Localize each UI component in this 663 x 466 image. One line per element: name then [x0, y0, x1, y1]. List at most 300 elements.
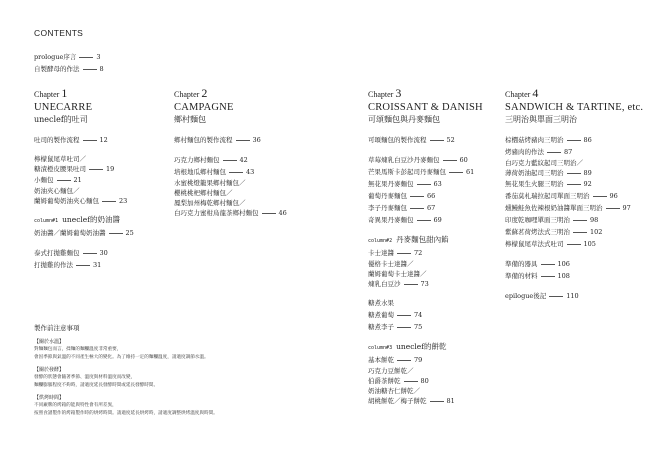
- leader-dash: [397, 360, 411, 361]
- leader-dash: [83, 253, 97, 254]
- chapter-subtitle: uneclef的吐司: [34, 115, 88, 124]
- entry-page: 52: [446, 136, 455, 144]
- spacer: [368, 226, 518, 234]
- entry-title: 白巧克力藍紋起司三明治／: [505, 159, 583, 167]
- entry-page: 105: [583, 240, 596, 248]
- leader-dash: [410, 208, 424, 209]
- entry-line: [34, 51, 104, 63]
- entry-line: [368, 354, 518, 366]
- note-text: 麵糰膨脹程度不夠時，請適度延長發酵時間或延長發酵時間。: [34, 383, 159, 388]
- toc-entry: [368, 366, 518, 386]
- spacer: [368, 406, 518, 414]
- entry-line: [368, 154, 518, 166]
- entry-title: epilogue後記: [505, 292, 547, 300]
- entry-page: 80: [420, 377, 429, 385]
- column-name: uneclef的奶油醬: [62, 215, 121, 224]
- toc-group: [505, 134, 655, 250]
- entry-line: [368, 366, 518, 376]
- entry-title: 草莓煉乳白豆沙丹麥麵包: [368, 156, 440, 164]
- chapter-label: Chapter: [505, 90, 533, 99]
- leader-dash: [76, 265, 90, 266]
- leader-dash: [547, 152, 561, 153]
- chapter-label-line: [368, 86, 518, 101]
- chapter-title: UNECARRE: [34, 102, 93, 113]
- entry-page: 74: [414, 311, 423, 319]
- leader-dash: [83, 140, 97, 141]
- chapter-heading: [368, 86, 518, 126]
- chapter-title: CROISSANT & DANISH: [368, 102, 483, 113]
- spacer: [368, 333, 518, 341]
- entry-page: 67: [427, 204, 436, 212]
- toc-entry: [505, 134, 655, 146]
- contents-title: CONTENTS: [34, 28, 84, 38]
- toc-group: [505, 290, 655, 302]
- leader-dash: [79, 57, 93, 58]
- entry-line: [34, 196, 184, 206]
- spacer: [368, 146, 518, 154]
- toc-entry: [505, 202, 655, 214]
- toc-group: [34, 247, 184, 271]
- spacer: [34, 146, 184, 154]
- entry-page: 75: [414, 323, 423, 331]
- entry-page: 108: [557, 272, 570, 280]
- entry-title: 糖煮水果: [368, 299, 394, 307]
- entry-line: [505, 290, 655, 302]
- entry-title: 白巧克力蜜柑烏龍茶鄉村麵包: [174, 209, 259, 217]
- spacer: [505, 126, 655, 134]
- toc-entry: [368, 309, 518, 321]
- note-text: 按照食譜製作的烤箱製作時的烘烤時間。請適度延長烘烤時，請適度調整烘烤溫度與時間。: [34, 411, 218, 416]
- entry-title: 檸檬鼠尾草吐司／: [34, 155, 86, 163]
- entry-line: [174, 188, 324, 198]
- entry-title: 泰式打拋雞麵包: [34, 249, 80, 257]
- toc-entry: [505, 214, 655, 226]
- chapter-title: CAMPAGNE: [174, 102, 234, 113]
- entry-line: [505, 270, 655, 282]
- entry-line: [174, 208, 324, 218]
- entry-line: [368, 166, 518, 178]
- toc-entry: [368, 190, 518, 202]
- entry-page: 12: [99, 136, 108, 144]
- toc-entry: [368, 297, 518, 309]
- leader-dash: [89, 169, 103, 170]
- entry-title: 胡桃餅乾／梅子餅乾: [368, 397, 427, 405]
- leader-dash: [417, 220, 431, 221]
- column-heading: [34, 214, 184, 227]
- entry-page: 73: [420, 280, 429, 288]
- toc-entry: [34, 51, 104, 63]
- toc-group: [174, 134, 324, 146]
- entry-line: [368, 396, 518, 406]
- chapter-label: Chapter: [174, 90, 202, 99]
- toc-entry: [174, 154, 324, 166]
- entry-title: 檸檬鼠尾草法式吐司: [505, 240, 564, 248]
- toc-group: [34, 154, 184, 206]
- toc-entry: [368, 214, 518, 226]
- entry-line: [505, 146, 655, 158]
- chapter-subtitle: 可頌麵包與丹麥麵包: [368, 115, 440, 124]
- toc-group: [368, 297, 518, 333]
- toc-entry: [34, 247, 184, 259]
- entry-title: 糖煮葡萄: [368, 311, 394, 319]
- leader-dash: [229, 172, 243, 173]
- leader-dash: [404, 381, 418, 382]
- entry-line: [368, 247, 518, 259]
- entry-page: 110: [566, 292, 579, 300]
- toc-entry: [174, 178, 324, 218]
- entry-line: [34, 259, 184, 271]
- entry-line: [34, 134, 184, 146]
- intro-list: [34, 51, 104, 75]
- entry-line: [34, 227, 184, 239]
- note-tag: 【關於發酵】: [34, 367, 65, 373]
- entry-title: 打拋雞的作法: [34, 261, 73, 269]
- entry-line: [505, 178, 655, 190]
- chapter-heading: [505, 86, 655, 126]
- chapter-number: 3: [395, 86, 402, 100]
- toc-entry: [505, 290, 655, 302]
- leader-dash: [223, 160, 237, 161]
- toc-entry: [505, 226, 655, 238]
- entry-page: 8: [99, 65, 104, 73]
- leader-dash: [573, 232, 587, 233]
- entry-title: 糖漬橙皮腰果吐司: [34, 165, 86, 173]
- toc-entry: [34, 186, 184, 206]
- entry-line: [505, 158, 655, 168]
- entry-title: 櫻桃桃杷鄉村麵包／: [174, 189, 233, 197]
- entry-page: 87: [564, 148, 573, 156]
- entry-title: 水蜜桃燈籠果鄉村麵包／: [174, 179, 246, 187]
- toc-entry: [368, 354, 518, 366]
- entry-title: 奶油夾心麵包／: [34, 187, 80, 195]
- entry-page: 30: [99, 249, 108, 257]
- entry-title: 奶油醬／蘭姆葡萄奶油醬: [34, 229, 106, 237]
- entry-line: [174, 178, 324, 188]
- chapter-2: [174, 86, 324, 226]
- leader-dash: [567, 140, 581, 141]
- toc-group: [34, 214, 184, 239]
- entry-line: [174, 166, 324, 178]
- toc-entry: [368, 321, 518, 333]
- entry-title: 棕櫚菇烤豬肉三明治: [505, 136, 564, 144]
- spacer: [368, 126, 518, 134]
- toc-entry: [505, 238, 655, 250]
- toc-entry: [34, 63, 104, 75]
- note-block: [34, 366, 218, 390]
- entry-title: prologue序言: [34, 53, 77, 61]
- chapter-label: Chapter: [368, 90, 396, 99]
- entry-line: [174, 134, 324, 146]
- spacer: [174, 218, 324, 226]
- spacer: [505, 282, 655, 290]
- entry-page: 96: [609, 192, 618, 200]
- chapter-1: [34, 86, 184, 279]
- entry-line: [174, 198, 324, 208]
- spacer: [34, 206, 184, 214]
- chapter-label-line: [505, 86, 655, 101]
- entry-page: 31: [93, 261, 102, 269]
- entry-page: 21: [73, 176, 82, 184]
- entry-line: [34, 154, 184, 164]
- entry-line: [34, 63, 104, 75]
- entry-page: 61: [466, 168, 475, 176]
- leader-dash: [443, 160, 457, 161]
- entry-title: 吐司的製作流程: [34, 136, 80, 144]
- toc-entry: [34, 259, 184, 271]
- entry-page: 81: [446, 397, 455, 405]
- entry-line: [368, 376, 518, 386]
- leader-dash: [236, 140, 250, 141]
- entry-page: 89: [583, 169, 592, 177]
- entry-line: [368, 214, 518, 226]
- note-text: 對麵麵包而言，揉麵的麵糰溫度非常重要，: [34, 347, 122, 352]
- leader-dash: [449, 172, 463, 173]
- leader-dash: [567, 173, 581, 174]
- note-tag: 【關於水溫】: [34, 339, 65, 345]
- toc-entry: [368, 386, 518, 406]
- entry-line: [34, 186, 184, 196]
- toc-group: [368, 154, 518, 226]
- entry-page: 36: [252, 136, 261, 144]
- entry-line: [505, 258, 655, 270]
- chapter-4: [505, 86, 655, 310]
- column-name: 丹麥麵包甜內餡: [396, 235, 449, 244]
- entry-line: [368, 386, 518, 396]
- chapter-label-line: [34, 86, 184, 101]
- leader-dash: [57, 180, 71, 181]
- leader-dash: [567, 184, 581, 185]
- toc-entry: [505, 270, 655, 282]
- entry-page: 19: [106, 165, 115, 173]
- entry-page: 43: [246, 168, 255, 176]
- leader-dash: [397, 253, 411, 254]
- leader-dash: [262, 213, 276, 214]
- spacer: [368, 289, 518, 297]
- column-name: uneclef的餅乾: [396, 342, 447, 351]
- entry-line: [505, 202, 655, 214]
- toc-group: [368, 341, 518, 406]
- toc-entry: [174, 134, 324, 146]
- entry-title: 可頌麵包的製作流程: [368, 136, 427, 144]
- chapter-label: Chapter: [34, 90, 62, 99]
- entry-page: 79: [414, 356, 423, 364]
- toc-entry: [368, 166, 518, 178]
- entry-title: 紫蘇茗荷烤法式三明治: [505, 228, 570, 236]
- entry-line: [368, 178, 518, 190]
- entry-page: 42: [239, 156, 248, 164]
- leader-dash: [417, 184, 431, 185]
- entry-title: 鄉村麵包的製作流程: [174, 136, 233, 144]
- entry-title: 奇異果丹麥麵包: [368, 216, 414, 224]
- spacer: [174, 146, 324, 154]
- entry-title: 燻鰻鮭魚佐辣根奶油醬單面三明治: [505, 204, 603, 212]
- entry-title: 巧克力豆餅乾／: [368, 367, 414, 375]
- spacer: [34, 271, 184, 279]
- leader-dash: [430, 140, 444, 141]
- toc-entry: [505, 146, 655, 158]
- entry-page: 97: [622, 204, 631, 212]
- toc-entry: [174, 166, 324, 178]
- column-heading: [368, 341, 518, 354]
- note-block: [34, 394, 218, 418]
- chapter-label-line: [174, 86, 324, 101]
- entry-title: 基本餅乾: [368, 356, 394, 364]
- entry-title: 奶油糖杏仁餅乾／: [368, 387, 420, 395]
- leader-dash: [573, 220, 587, 221]
- entry-line: [505, 214, 655, 226]
- note-text: 會因季節與氣溫的不同產生極大的變化。為了維持一定的麵糰溫度，請適度調節水溫。: [34, 355, 209, 360]
- entry-title: 李子丹麥麵包: [368, 204, 407, 212]
- entry-page: 46: [278, 209, 287, 217]
- toc-entry: [34, 227, 184, 239]
- leader-dash: [606, 208, 620, 209]
- entry-line: [368, 269, 518, 279]
- entry-title: 芒果馬斯卡彭起司丹麥麵包: [368, 168, 446, 176]
- entry-page: 106: [557, 260, 570, 268]
- toc-entry: [368, 134, 518, 146]
- entry-page: 63: [433, 180, 442, 188]
- entry-line: [505, 134, 655, 146]
- toc-group: [368, 234, 518, 289]
- entry-line: [368, 279, 518, 289]
- column-tag: column#2: [368, 238, 393, 244]
- toc-entry: [34, 154, 184, 174]
- entry-page: 102: [590, 228, 603, 236]
- entry-line: [34, 174, 184, 186]
- entry-page: 69: [433, 216, 442, 224]
- spacer: [174, 126, 324, 134]
- entry-line: [505, 168, 655, 178]
- leader-dash: [397, 315, 411, 316]
- entry-page: 72: [414, 249, 423, 257]
- note-text: 不同廠牌的烤箱的能與特性會有所差異，: [34, 403, 117, 408]
- entry-title: 巧克力鄉村麵包: [174, 156, 220, 164]
- leader-dash: [567, 244, 581, 245]
- column-tag: column#1: [34, 218, 59, 224]
- chapter-number: 4: [532, 86, 539, 100]
- entry-title: 培根地瓜鄉村麵包: [174, 168, 226, 176]
- entry-page: 66: [427, 192, 436, 200]
- spacer: [505, 250, 655, 258]
- entry-title: 蘭姆葡萄奶油夾心麵包: [34, 197, 99, 205]
- entry-title: 伯爵茶餅乾: [368, 377, 401, 385]
- entry-page: 98: [590, 216, 599, 224]
- entry-title: 鳳梨加州梅乾鄉村麵包／: [174, 199, 246, 207]
- notes-title: 製作前注意事項: [34, 324, 80, 332]
- entry-title: 準備的器具: [505, 260, 538, 268]
- preparation-notes: [34, 323, 218, 422]
- toc-entry: [368, 178, 518, 190]
- column-tag: column#3: [368, 345, 393, 351]
- entry-title: 優格卡士達醬／: [368, 260, 414, 268]
- chapter-number: 1: [61, 86, 68, 100]
- chapter-subtitle: 三明治與單面三明治: [505, 115, 577, 124]
- entry-line: [505, 226, 655, 238]
- spacer: [34, 239, 184, 247]
- leader-dash: [102, 201, 116, 202]
- entry-title: 卡士達醬: [368, 249, 394, 257]
- entry-line: [34, 164, 184, 174]
- entry-page: 25: [125, 229, 134, 237]
- entry-title: 蘭姆葡萄卡士達醬／: [368, 270, 427, 278]
- toc-entry: [505, 190, 655, 202]
- entry-page: 23: [119, 197, 128, 205]
- entry-line: [368, 259, 518, 269]
- leader-dash: [410, 196, 424, 197]
- chapter-subtitle: 鄉村麵包: [174, 115, 206, 124]
- entry-line: [368, 202, 518, 214]
- spacer: [34, 126, 184, 134]
- entry-title: 番茄莫札瑞拉起司單面三明治: [505, 192, 590, 200]
- chapter-title: SANDWICH & TARTINE, etc.: [505, 102, 644, 113]
- entry-title: 葡萄丹麥麵包: [368, 192, 407, 200]
- toc-entry: [368, 202, 518, 214]
- entry-title: 印度乾咖哩單面三明治: [505, 216, 570, 224]
- entry-line: [174, 154, 324, 166]
- chapter-number: 2: [201, 86, 208, 100]
- leader-dash: [397, 327, 411, 328]
- entry-title: 無花果生火腿三明治: [505, 180, 564, 188]
- entry-line: [368, 297, 518, 309]
- entry-page: 86: [583, 136, 592, 144]
- leader-dash: [430, 401, 444, 402]
- leader-dash: [541, 264, 555, 265]
- entry-line: [368, 309, 518, 321]
- note-tag: 【烘烤時間】: [34, 395, 65, 401]
- toc-entry: [368, 259, 518, 289]
- chapter-heading: [34, 86, 184, 126]
- entry-page: 60: [459, 156, 468, 164]
- entry-line: [368, 321, 518, 333]
- toc-entry: [505, 158, 655, 178]
- leader-dash: [593, 196, 607, 197]
- toc-entry: [505, 178, 655, 190]
- entry-line: [505, 238, 655, 250]
- entry-page: 3: [96, 53, 101, 61]
- leader-dash: [549, 296, 563, 297]
- entry-line: [368, 134, 518, 146]
- toc-group: [174, 154, 324, 218]
- chapter-3: [368, 86, 518, 414]
- entry-page: 92: [583, 180, 592, 188]
- notes-items: [34, 338, 218, 418]
- entry-title: 無花果丹麥麵包: [368, 180, 414, 188]
- toc-group: [34, 134, 184, 146]
- entry-title: 糖煮李子: [368, 323, 394, 331]
- column-heading: [368, 234, 518, 247]
- toc-group: [368, 134, 518, 146]
- leader-dash: [404, 284, 418, 285]
- entry-line: [505, 190, 655, 202]
- leader-dash: [83, 69, 97, 70]
- toc-entry: [368, 247, 518, 259]
- chapter-heading: [174, 86, 324, 126]
- entry-title: 自製酵母的作法: [34, 65, 80, 73]
- entry-title: 烤豬肉的作法: [505, 148, 544, 156]
- toc-entry: [34, 134, 184, 146]
- note-block: [34, 338, 218, 362]
- toc-entry: [34, 174, 184, 186]
- entry-line: [368, 190, 518, 202]
- entry-line: [34, 247, 184, 259]
- toc-group: [505, 258, 655, 282]
- toc-entry: [368, 154, 518, 166]
- leader-dash: [109, 233, 123, 234]
- note-text: 發酵的狀態會隨著季節、溫度與材料溫度而改變，: [34, 375, 136, 380]
- spacer: [505, 302, 655, 310]
- toc-entry: [505, 258, 655, 270]
- leader-dash: [541, 276, 555, 277]
